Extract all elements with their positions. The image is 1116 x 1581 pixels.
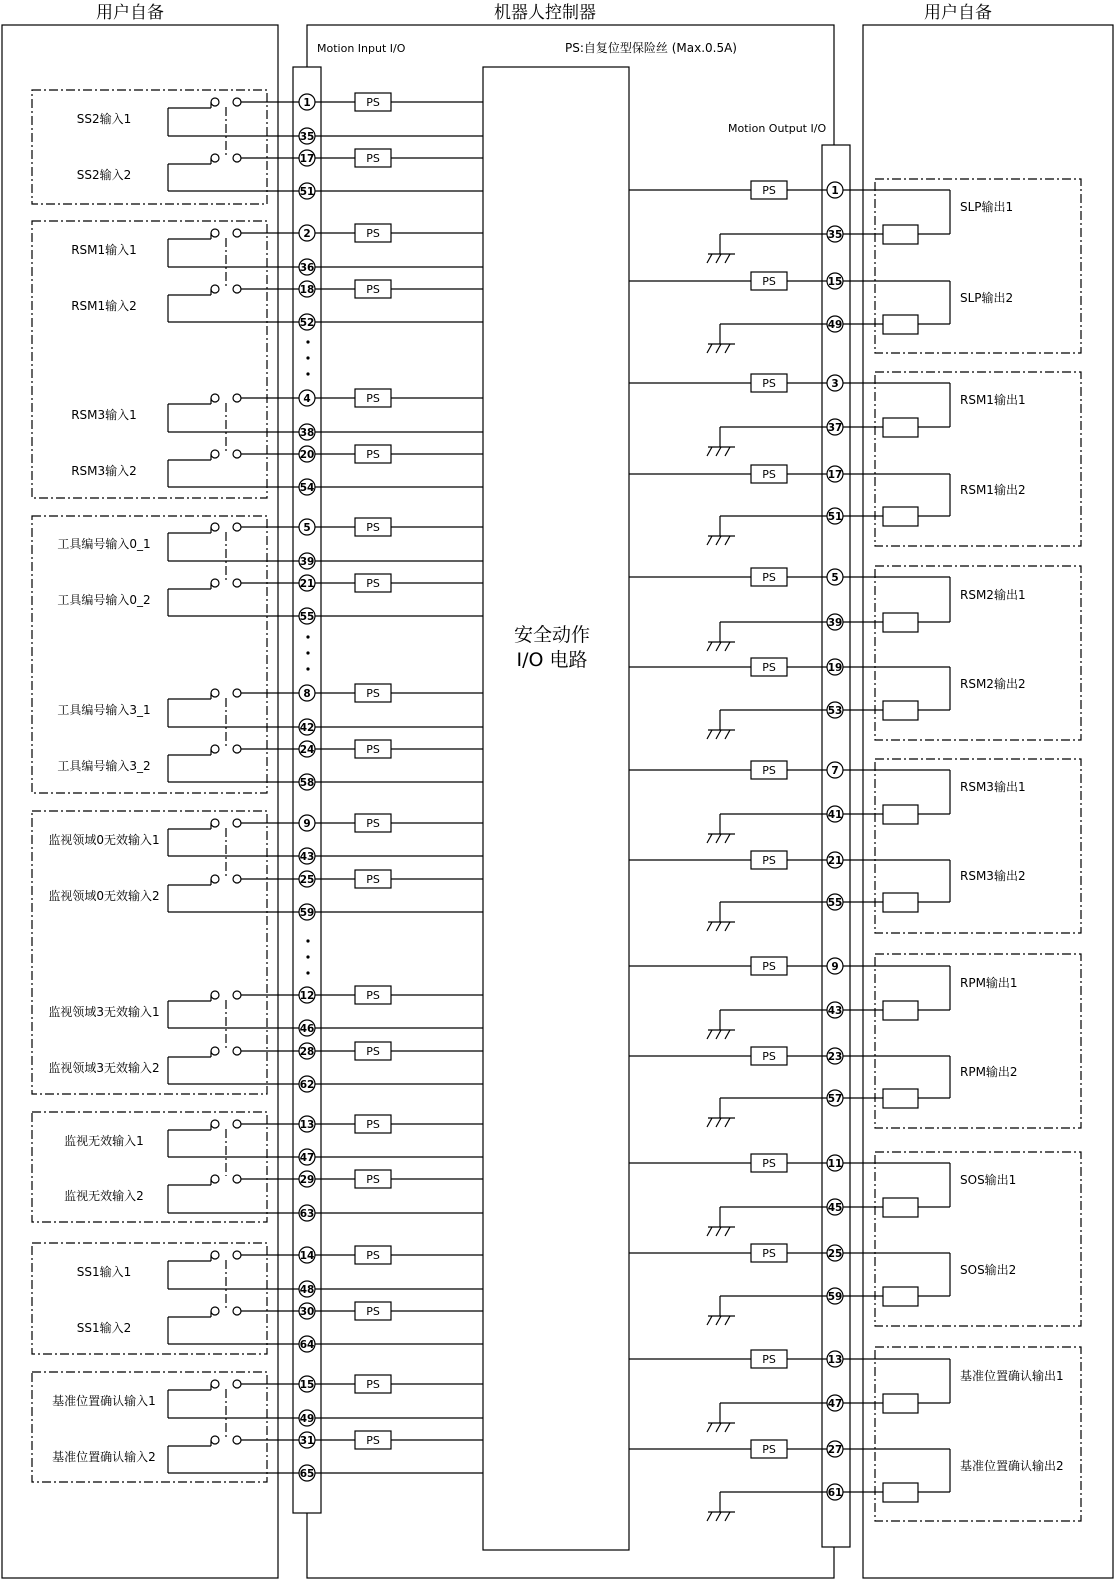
input-label: 工具编号输入3_2 <box>57 759 151 773</box>
switch-contact-left <box>211 689 219 697</box>
ground-hatch-3 <box>725 536 730 545</box>
switch-contact-left <box>211 1120 219 1128</box>
output-common-pin-label: 43 <box>827 1005 843 1017</box>
input-common-pin-label: 65 <box>299 1468 315 1480</box>
input-ps-label: PS <box>366 1118 380 1131</box>
switch-contact-right <box>233 1380 241 1388</box>
ground-hatch-1 <box>707 254 712 263</box>
input-label: 工具编号输入0_1 <box>57 537 151 551</box>
ground-hatch-3 <box>725 254 730 263</box>
input-common-pin-label: 39 <box>299 556 315 568</box>
input-ps-label: PS <box>366 1378 380 1391</box>
switch-contact-right <box>233 1175 241 1183</box>
input-label: RSM3输入2 <box>71 464 137 478</box>
output-load <box>883 507 918 526</box>
output-ps-label: PS <box>762 960 776 973</box>
input-circuits <box>48 93 483 1481</box>
continuation-dot <box>306 667 309 670</box>
input-circuit-4 <box>71 280 483 330</box>
ground-hatch-2 <box>716 642 721 651</box>
input-ps-label: PS <box>366 1305 380 1318</box>
input-circuit-15 <box>64 1115 483 1165</box>
ground-hatch-2 <box>716 1030 721 1039</box>
switch-contact-left <box>211 98 219 106</box>
input-label: 监视无效输入2 <box>64 1189 144 1203</box>
ground-hatch-3 <box>725 922 730 931</box>
switch-contact-right <box>233 1307 241 1315</box>
ground-hatch-2 <box>716 730 721 739</box>
input-pin-label: 18 <box>299 284 315 296</box>
output-load <box>883 225 918 244</box>
safety-io-circuit-block <box>483 67 629 1550</box>
input-circuit-14 <box>48 1042 483 1092</box>
input-group-frame-3 <box>32 516 267 793</box>
output-pin-label: 3 <box>831 378 839 390</box>
output-pin-label: 21 <box>827 855 843 867</box>
motion-output-connector <box>822 145 850 1547</box>
input-common-pin-label: 38 <box>299 427 315 439</box>
ground-hatch-2 <box>716 254 721 263</box>
switch-contact-right <box>233 819 241 827</box>
input-label: 监视领域0无效输入1 <box>48 833 160 847</box>
input-label: RSM1输入1 <box>71 243 137 257</box>
switch-contact-right <box>233 875 241 883</box>
switch-contact-left <box>211 579 219 587</box>
ground-hatch-1 <box>707 1118 712 1127</box>
output-common-pin-label: 55 <box>827 897 843 909</box>
continuation-dot <box>306 955 309 958</box>
output-pin-label: 11 <box>827 1158 843 1170</box>
input-ps-label: PS <box>366 989 380 1002</box>
switch-contact-right <box>233 1047 241 1055</box>
ground-hatch-3 <box>725 344 730 353</box>
output-common-pin-label: 49 <box>827 319 843 331</box>
output-group-frames <box>875 179 1081 1521</box>
ground-hatch-3 <box>725 1030 730 1039</box>
ground-hatch-3 <box>725 1423 730 1432</box>
switch-contact-right <box>233 154 241 162</box>
input-circuit-6 <box>71 445 483 495</box>
output-label: SLP输出1 <box>960 200 1014 214</box>
ground-hatch-2 <box>716 1118 721 1127</box>
output-ps-label: PS <box>762 377 776 390</box>
input-group-frame-1 <box>32 90 267 204</box>
input-pin-label: 14 <box>299 1250 315 1262</box>
input-common-pin-label: 48 <box>299 1284 315 1296</box>
input-common-pin-label: 64 <box>299 1339 315 1351</box>
switch-contact-right <box>233 1251 241 1259</box>
input-ps-label: PS <box>366 743 380 756</box>
switch-contact-right <box>233 229 241 237</box>
input-group-frame-6 <box>32 1243 267 1354</box>
continuation-dot <box>306 340 309 343</box>
switch-contact-right <box>233 450 241 458</box>
ground-hatch-2 <box>716 922 721 931</box>
output-label: RPM输出2 <box>960 1065 1018 1079</box>
continuation-dot <box>306 372 309 375</box>
input-pin-label: 20 <box>299 449 315 461</box>
ground-hatch-1 <box>707 1227 712 1236</box>
input-circuit-17 <box>77 1246 483 1297</box>
ground-hatch-2 <box>716 1512 721 1521</box>
input-label: 监视领域3无效输入1 <box>48 1005 160 1019</box>
input-label: 工具编号输入3_1 <box>57 703 151 717</box>
ground-hatch-1 <box>707 344 712 353</box>
left-user-panel <box>2 25 278 1578</box>
input-common-pin-label: 46 <box>299 1023 315 1035</box>
output-common-pin-label: 37 <box>827 422 843 434</box>
output-common-pin-label: 45 <box>827 1202 843 1214</box>
switch-contact-left <box>211 1251 219 1259</box>
input-label: RSM1输入2 <box>71 299 137 313</box>
switch-contact-right <box>233 1120 241 1128</box>
input-common-pin-label: 59 <box>299 907 315 919</box>
output-label: 基准位置确认输出2 <box>960 1459 1064 1473</box>
output-label: SOS输出1 <box>960 1173 1017 1187</box>
input-group-frames <box>32 90 267 1482</box>
input-pin-label: 2 <box>303 228 311 240</box>
input-pin-label: 12 <box>299 990 315 1002</box>
output-pin-label: 15 <box>827 276 843 288</box>
input-common-pin-label: 52 <box>299 317 315 329</box>
ground-hatch-3 <box>725 1316 730 1325</box>
input-circuit-16 <box>64 1170 483 1221</box>
input-pin-label: 31 <box>299 1435 315 1447</box>
output-common-pin-label: 57 <box>827 1093 843 1105</box>
output-load <box>883 893 918 912</box>
ground-hatch-3 <box>725 1512 730 1521</box>
output-label: RSM2输出1 <box>960 588 1026 602</box>
continuation-dot <box>306 635 309 638</box>
output-common-pin-label: 61 <box>827 1487 843 1499</box>
ground-hatch-2 <box>716 1316 721 1325</box>
input-circuit-11 <box>48 814 483 864</box>
switch-contact-right <box>233 523 241 531</box>
ground-hatch-1 <box>707 834 712 843</box>
switch-contact-right <box>233 579 241 587</box>
ground-hatch-3 <box>725 730 730 739</box>
input-common-pin-label: 43 <box>299 851 315 863</box>
output-pin-label: 27 <box>827 1444 843 1456</box>
ground-hatch-2 <box>716 536 721 545</box>
right-user-panel <box>863 25 1113 1578</box>
output-load <box>883 1089 918 1108</box>
input-common-pin-label: 49 <box>299 1413 315 1425</box>
input-ps-label: PS <box>366 1434 380 1447</box>
input-ps-label: PS <box>366 873 380 886</box>
output-common-pin-label: 59 <box>827 1291 843 1303</box>
input-ps-label: PS <box>366 392 380 405</box>
input-pin-label: 4 <box>303 393 311 405</box>
ground-hatch-2 <box>716 344 721 353</box>
output-common-pin-label: 39 <box>827 617 843 629</box>
output-load <box>883 418 918 437</box>
output-ps-label: PS <box>762 184 776 197</box>
input-ps-label: PS <box>366 1249 380 1262</box>
input-circuit-5 <box>71 389 483 440</box>
switch-contact-right <box>233 745 241 753</box>
output-load <box>883 613 918 632</box>
input-circuit-1 <box>77 93 483 144</box>
switch-contact-left <box>211 745 219 753</box>
input-common-pin-label: 36 <box>299 262 315 274</box>
input-label: SS2输入1 <box>76 112 132 126</box>
output-ps-label: PS <box>762 1443 776 1456</box>
ground-hatch-2 <box>716 1423 721 1432</box>
output-ps-label: PS <box>762 764 776 777</box>
output-load <box>883 1001 918 1020</box>
input-common-pin-label: 62 <box>299 1079 315 1091</box>
input-pin-label: 13 <box>299 1119 315 1131</box>
output-load <box>883 1198 918 1217</box>
ground-hatch-3 <box>725 1118 730 1127</box>
input-pin-label: 25 <box>299 874 315 886</box>
input-pin-label: 9 <box>303 818 311 830</box>
ground-hatch-1 <box>707 536 712 545</box>
motion-output-label: Motion Output I/O <box>728 122 827 135</box>
input-circuit-18 <box>77 1302 483 1352</box>
input-label: 监视无效输入1 <box>64 1134 144 1148</box>
input-group-frame-7 <box>32 1372 267 1482</box>
input-common-pin-label: 55 <box>299 611 315 623</box>
input-ps-label: PS <box>366 227 380 240</box>
ground-hatch-1 <box>707 730 712 739</box>
output-label: RPM输出1 <box>960 976 1018 990</box>
output-label: RSM1输出2 <box>960 483 1026 497</box>
output-load <box>883 1483 918 1502</box>
output-ps-label: PS <box>762 1050 776 1063</box>
switch-contact-left <box>211 991 219 999</box>
output-pin-label: 25 <box>827 1248 843 1260</box>
ground-hatch-1 <box>707 1030 712 1039</box>
output-ps-label: PS <box>762 1247 776 1260</box>
input-ps-label: PS <box>366 448 380 461</box>
ground-hatch-3 <box>725 834 730 843</box>
output-pin-label: 9 <box>831 961 839 973</box>
switch-contact-left <box>211 229 219 237</box>
input-pin-label: 8 <box>303 688 311 700</box>
output-label: RSM3输出2 <box>960 869 1026 883</box>
continuation-dot <box>306 651 309 654</box>
output-pin-label: 5 <box>831 572 839 584</box>
output-pin-label: 7 <box>831 765 839 777</box>
input-pin-label: 30 <box>299 1306 315 1318</box>
output-common-pin-label: 47 <box>827 1398 843 1410</box>
switch-contact-right <box>233 689 241 697</box>
input-ps-label: PS <box>366 687 380 700</box>
output-common-pin-label: 51 <box>827 511 843 523</box>
right-header: 用户自备 <box>924 3 992 23</box>
output-ps-label: PS <box>762 1353 776 1366</box>
input-label: 基准位置确认输入1 <box>52 1394 156 1408</box>
input-pin-label: 1 <box>303 97 311 109</box>
ground-hatch-3 <box>725 447 730 456</box>
input-ps-label: PS <box>366 152 380 165</box>
ground-hatch-2 <box>716 1227 721 1236</box>
ground-hatch-1 <box>707 1512 712 1521</box>
switch-contact-left <box>211 285 219 293</box>
input-ps-label: PS <box>366 1173 380 1186</box>
input-common-pin-label: 35 <box>299 131 315 143</box>
safety-circuit-subtitle: I/O 电路 <box>516 649 588 671</box>
continuation-dot <box>306 939 309 942</box>
switch-contact-right <box>233 1436 241 1444</box>
switch-contact-left <box>211 1307 219 1315</box>
ground-hatch-3 <box>725 642 730 651</box>
output-circuit-2 <box>629 272 1013 353</box>
output-ps-label: PS <box>762 468 776 481</box>
ground-hatch-1 <box>707 447 712 456</box>
output-load <box>883 701 918 720</box>
switch-contact-left <box>211 1380 219 1388</box>
switch-contact-left <box>211 523 219 531</box>
ps-note: PS:自复位型保险丝 (Max.0.5A) <box>565 41 737 55</box>
output-load <box>883 315 918 334</box>
output-circuit-1 <box>629 181 1013 263</box>
output-common-pin-label: 41 <box>827 809 843 821</box>
input-common-pin-label: 58 <box>299 777 315 789</box>
output-pin-label: 13 <box>827 1354 843 1366</box>
input-circuit-3 <box>71 224 483 275</box>
input-label: SS1输入2 <box>76 1321 132 1335</box>
input-circuit-8 <box>57 574 483 624</box>
ground-hatch-1 <box>707 922 712 931</box>
input-common-pin-label: 42 <box>299 722 315 734</box>
input-ps-label: PS <box>366 817 380 830</box>
safety-circuit-title: 安全动作 <box>513 624 591 646</box>
output-label: SOS输出2 <box>960 1263 1017 1277</box>
input-ps-label: PS <box>366 283 380 296</box>
continuation-dot <box>306 356 309 359</box>
switch-contact-right <box>233 285 241 293</box>
input-circuit-13 <box>48 986 483 1036</box>
output-label: SLP输出2 <box>960 291 1014 305</box>
input-label: 监视领域3无效输入2 <box>48 1061 160 1075</box>
switch-contact-right <box>233 394 241 402</box>
input-circuit-7 <box>57 518 483 569</box>
switch-contact-left <box>211 1436 219 1444</box>
switch-contact-left <box>211 394 219 402</box>
ground-hatch-2 <box>716 834 721 843</box>
input-ps-label: PS <box>366 96 380 109</box>
center-header: 机器人控制器 <box>494 3 596 23</box>
ground-hatch-3 <box>725 1227 730 1236</box>
output-ps-label: PS <box>762 275 776 288</box>
output-pin-label: 19 <box>827 662 843 674</box>
input-common-pin-label: 54 <box>299 482 315 494</box>
switch-contact-left <box>211 819 219 827</box>
input-common-pin-label: 51 <box>299 186 315 198</box>
output-label: RSM3输出1 <box>960 780 1026 794</box>
output-ps-label: PS <box>762 854 776 867</box>
input-circuit-9 <box>57 684 483 735</box>
output-pin-label: 1 <box>831 185 839 197</box>
output-pin-label: 23 <box>827 1051 843 1063</box>
input-label: SS1输入1 <box>76 1265 132 1279</box>
input-ps-label: PS <box>366 577 380 590</box>
input-pin-label: 15 <box>299 1379 315 1391</box>
input-pin-label: 24 <box>299 744 315 756</box>
input-common-pin-label: 63 <box>299 1208 315 1220</box>
switch-contact-right <box>233 98 241 106</box>
input-pin-label: 21 <box>299 578 315 590</box>
switch-contact-left <box>211 1175 219 1183</box>
motion-input-label: Motion Input I/O <box>317 42 406 55</box>
output-label: RSM2输出2 <box>960 677 1026 691</box>
switch-contact-left <box>211 875 219 883</box>
output-common-pin-label: 53 <box>827 705 843 717</box>
output-ps-label: PS <box>762 571 776 584</box>
input-pin-label: 28 <box>299 1046 315 1058</box>
input-ps-label: PS <box>366 1045 380 1058</box>
ground-hatch-1 <box>707 642 712 651</box>
output-ps-label: PS <box>762 661 776 674</box>
output-load <box>883 1287 918 1306</box>
input-label: 监视领域0无效输入2 <box>48 889 160 903</box>
output-label: RSM1输出1 <box>960 393 1026 407</box>
input-group-frame-2 <box>32 221 267 498</box>
input-group-frame-5 <box>32 1112 267 1222</box>
ground-hatch-2 <box>716 447 721 456</box>
input-pin-label: 29 <box>299 1174 315 1186</box>
ground-hatch-1 <box>707 1316 712 1325</box>
switch-contact-left <box>211 1047 219 1055</box>
input-circuit-10 <box>57 740 483 790</box>
continuation-dot <box>306 971 309 974</box>
input-label: 工具编号输入0_2 <box>57 593 151 607</box>
output-label: 基准位置确认输出1 <box>960 1369 1064 1383</box>
input-pin-label: 17 <box>299 153 315 165</box>
switch-contact-left <box>211 154 219 162</box>
input-circuit-2 <box>77 149 483 199</box>
output-pin-label: 17 <box>827 469 843 481</box>
switch-contact-right <box>233 991 241 999</box>
input-pin-label: 5 <box>303 522 311 534</box>
input-group-frame-4 <box>32 811 267 1094</box>
switch-contact-left <box>211 450 219 458</box>
input-label: SS2输入2 <box>76 168 132 182</box>
input-ps-label: PS <box>366 521 380 534</box>
left-header: 用户自备 <box>96 3 164 23</box>
input-circuit-12 <box>48 870 483 920</box>
output-common-pin-label: 35 <box>827 229 843 241</box>
ground-hatch-1 <box>707 1423 712 1432</box>
output-load <box>883 1394 918 1413</box>
output-load <box>883 805 918 824</box>
input-label: RSM3输入1 <box>71 408 137 422</box>
output-ps-label: PS <box>762 1157 776 1170</box>
input-common-pin-label: 47 <box>299 1152 315 1164</box>
input-label: 基准位置确认输入2 <box>52 1450 156 1464</box>
